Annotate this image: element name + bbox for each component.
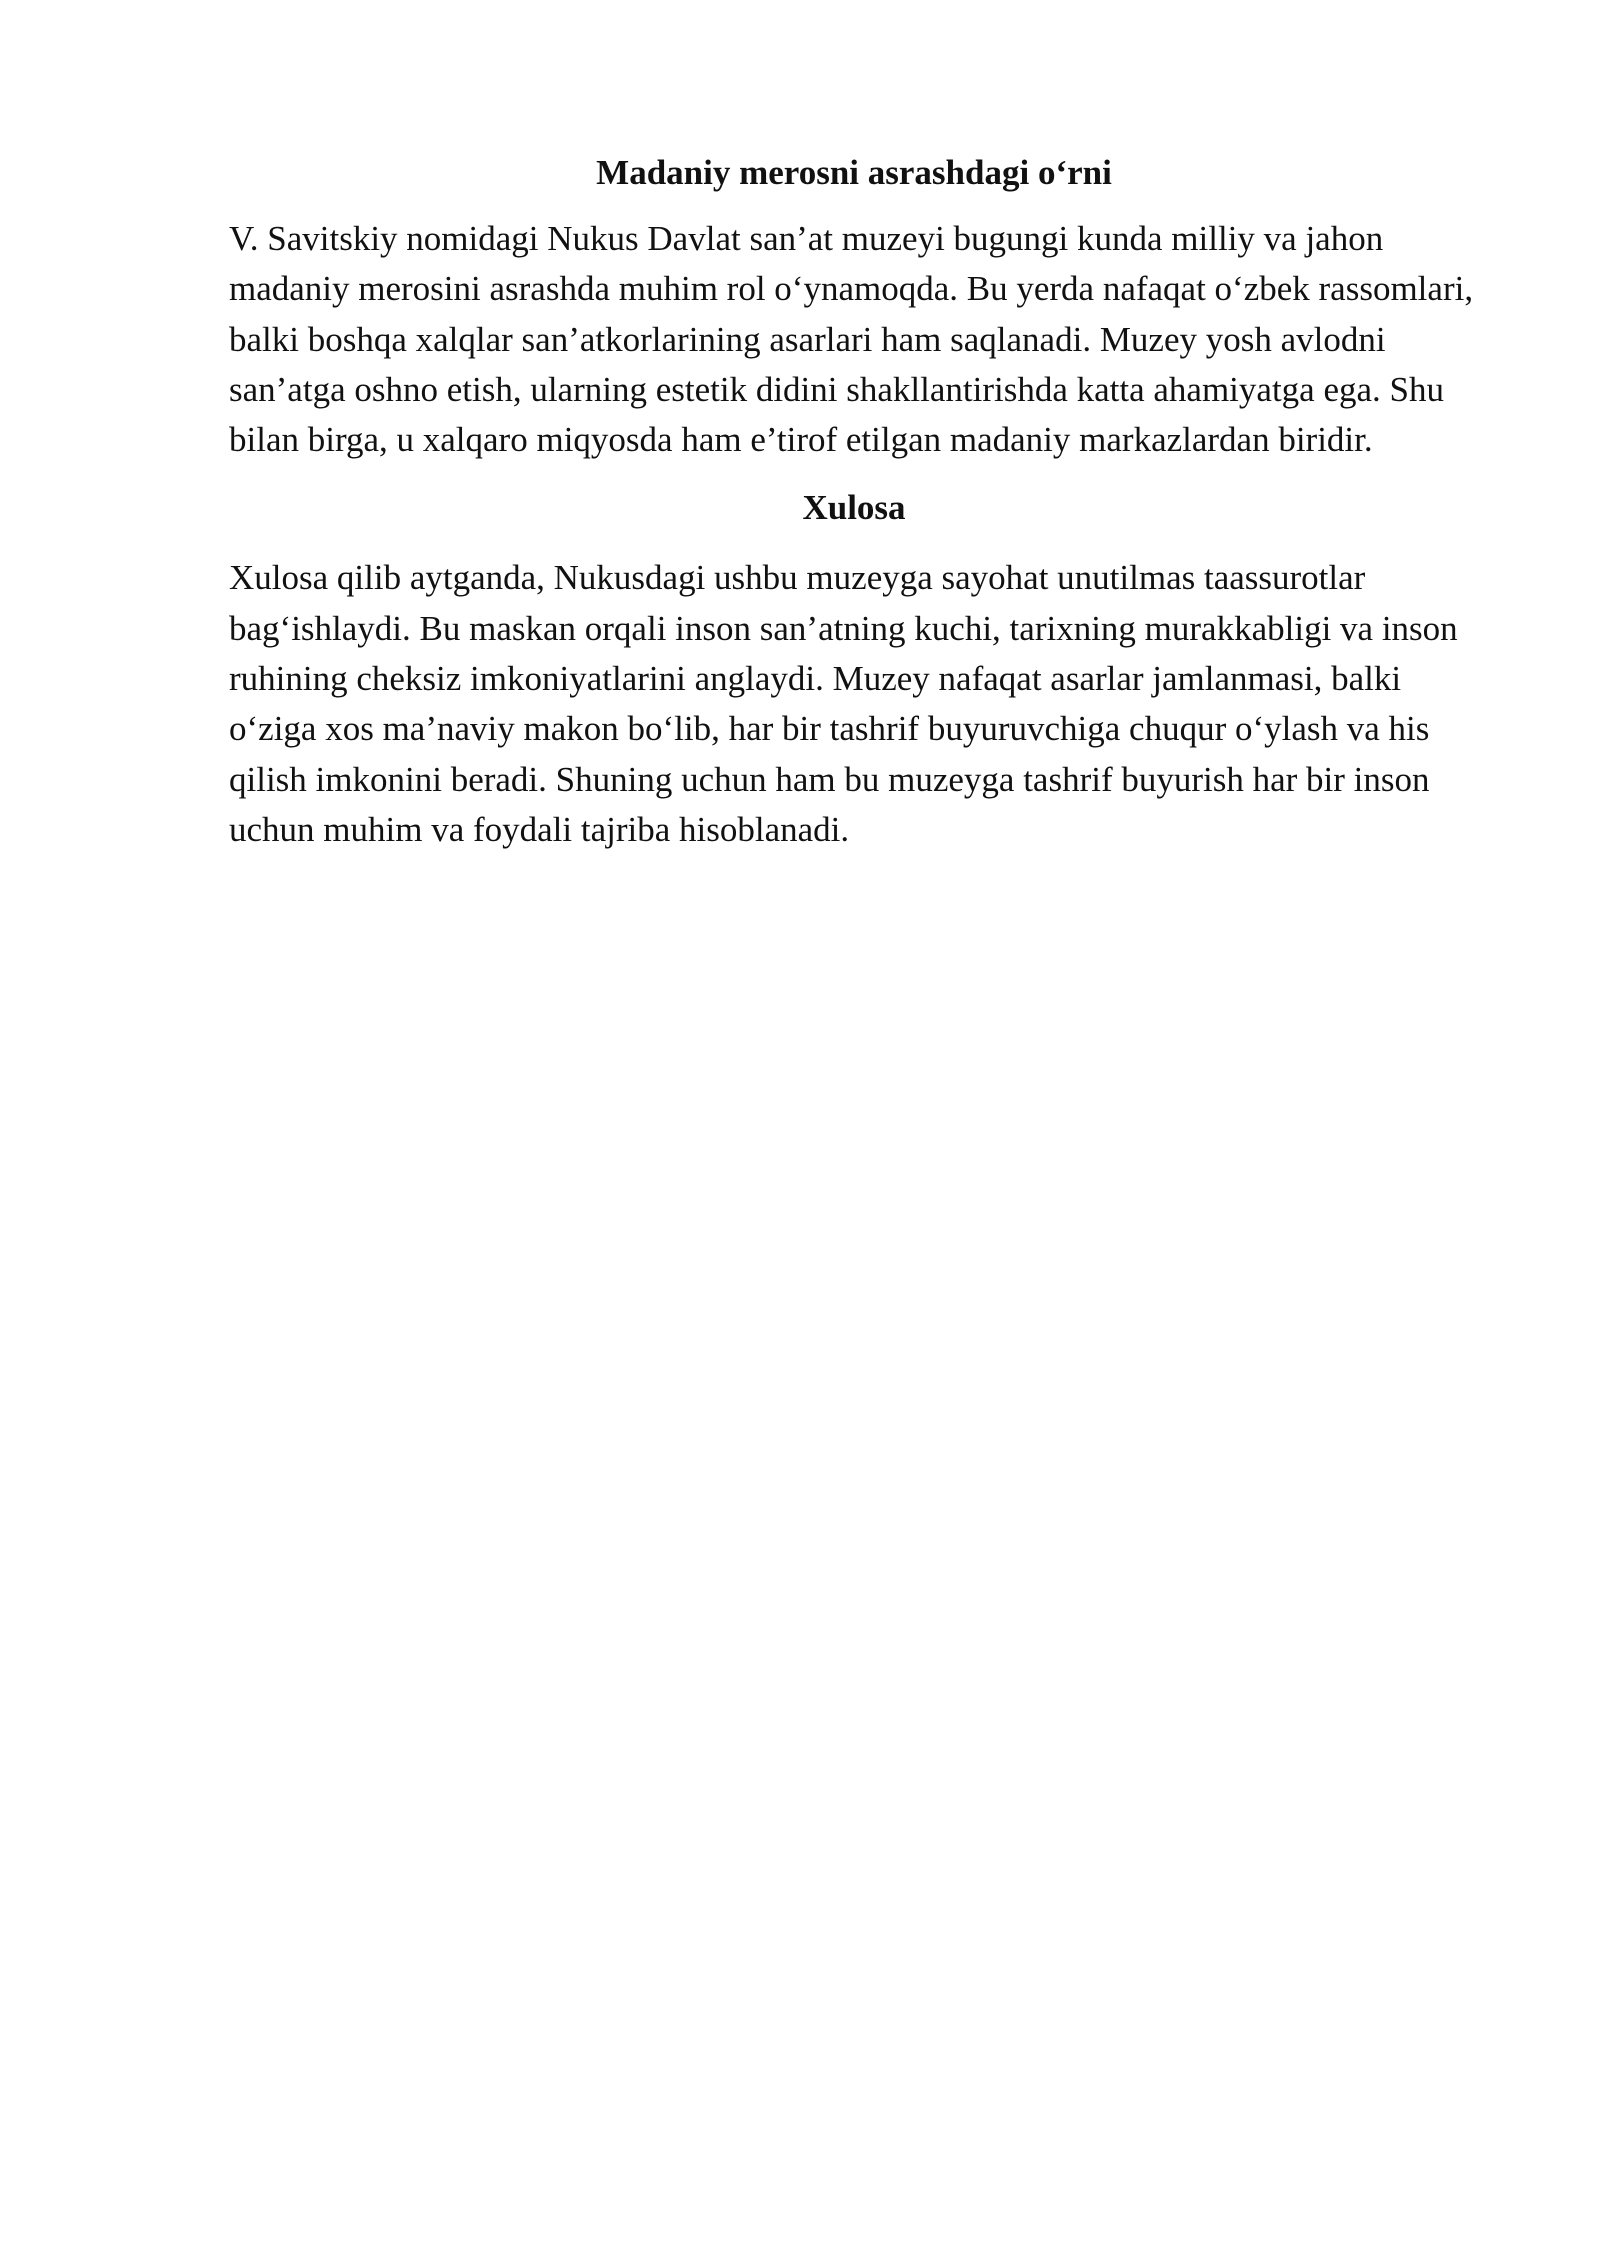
section-paragraph-conclusion: Xulosa qilib aytganda, Nukusdagi ushbu muzeyga sayohat unutilmas taassurotlar bag‘ishlaydi. Bu maskan orqali inson san’atning kuchi, tarixning murakkabligi va inson ruhining cheksiz imkoniyatlarini anglaydi. Muzey nafaqat asarlar jamlanmasi, balki o‘ziga xos ma’naviy makon bo‘lib, har bir tashrif buyuruvchiga chuqur o‘ylash va his qilish imkonini beradi. Shuning uchun ham bu muzeyga tashrif buyurish har bir inson uchun muhim va foydali tajriba hisoblanadi. — [229, 558, 1458, 849]
section-paragraph-cultural-heritage: V. Savitskiy nomidagi Nukus Davlat san’at muzeyi bugungi kunda milliy va jahon madaniy merosini asrashda muhim rol o‘ynamoqda. Bu yerda nafaqat o‘zbek rassomlari, balki boshqa xalqlar san’atkorlarining asarlari ham saqlanadi. Muzey yosh avlodni san’atga oshno etish, ularning estetik didini shakllantirishda katta ahamiyatga ega. Shu bilan birga, u xalqaro miqyosda ham e’tirof etilgan madaniy markazlardan biridir. — [229, 219, 1474, 460]
section-heading-cultural-heritage: Madaniy merosni asrashdagi o‘rni — [596, 153, 1112, 192]
section-heading-conclusion: Xulosa — [802, 488, 906, 528]
document-body — [229, 148, 1479, 855]
